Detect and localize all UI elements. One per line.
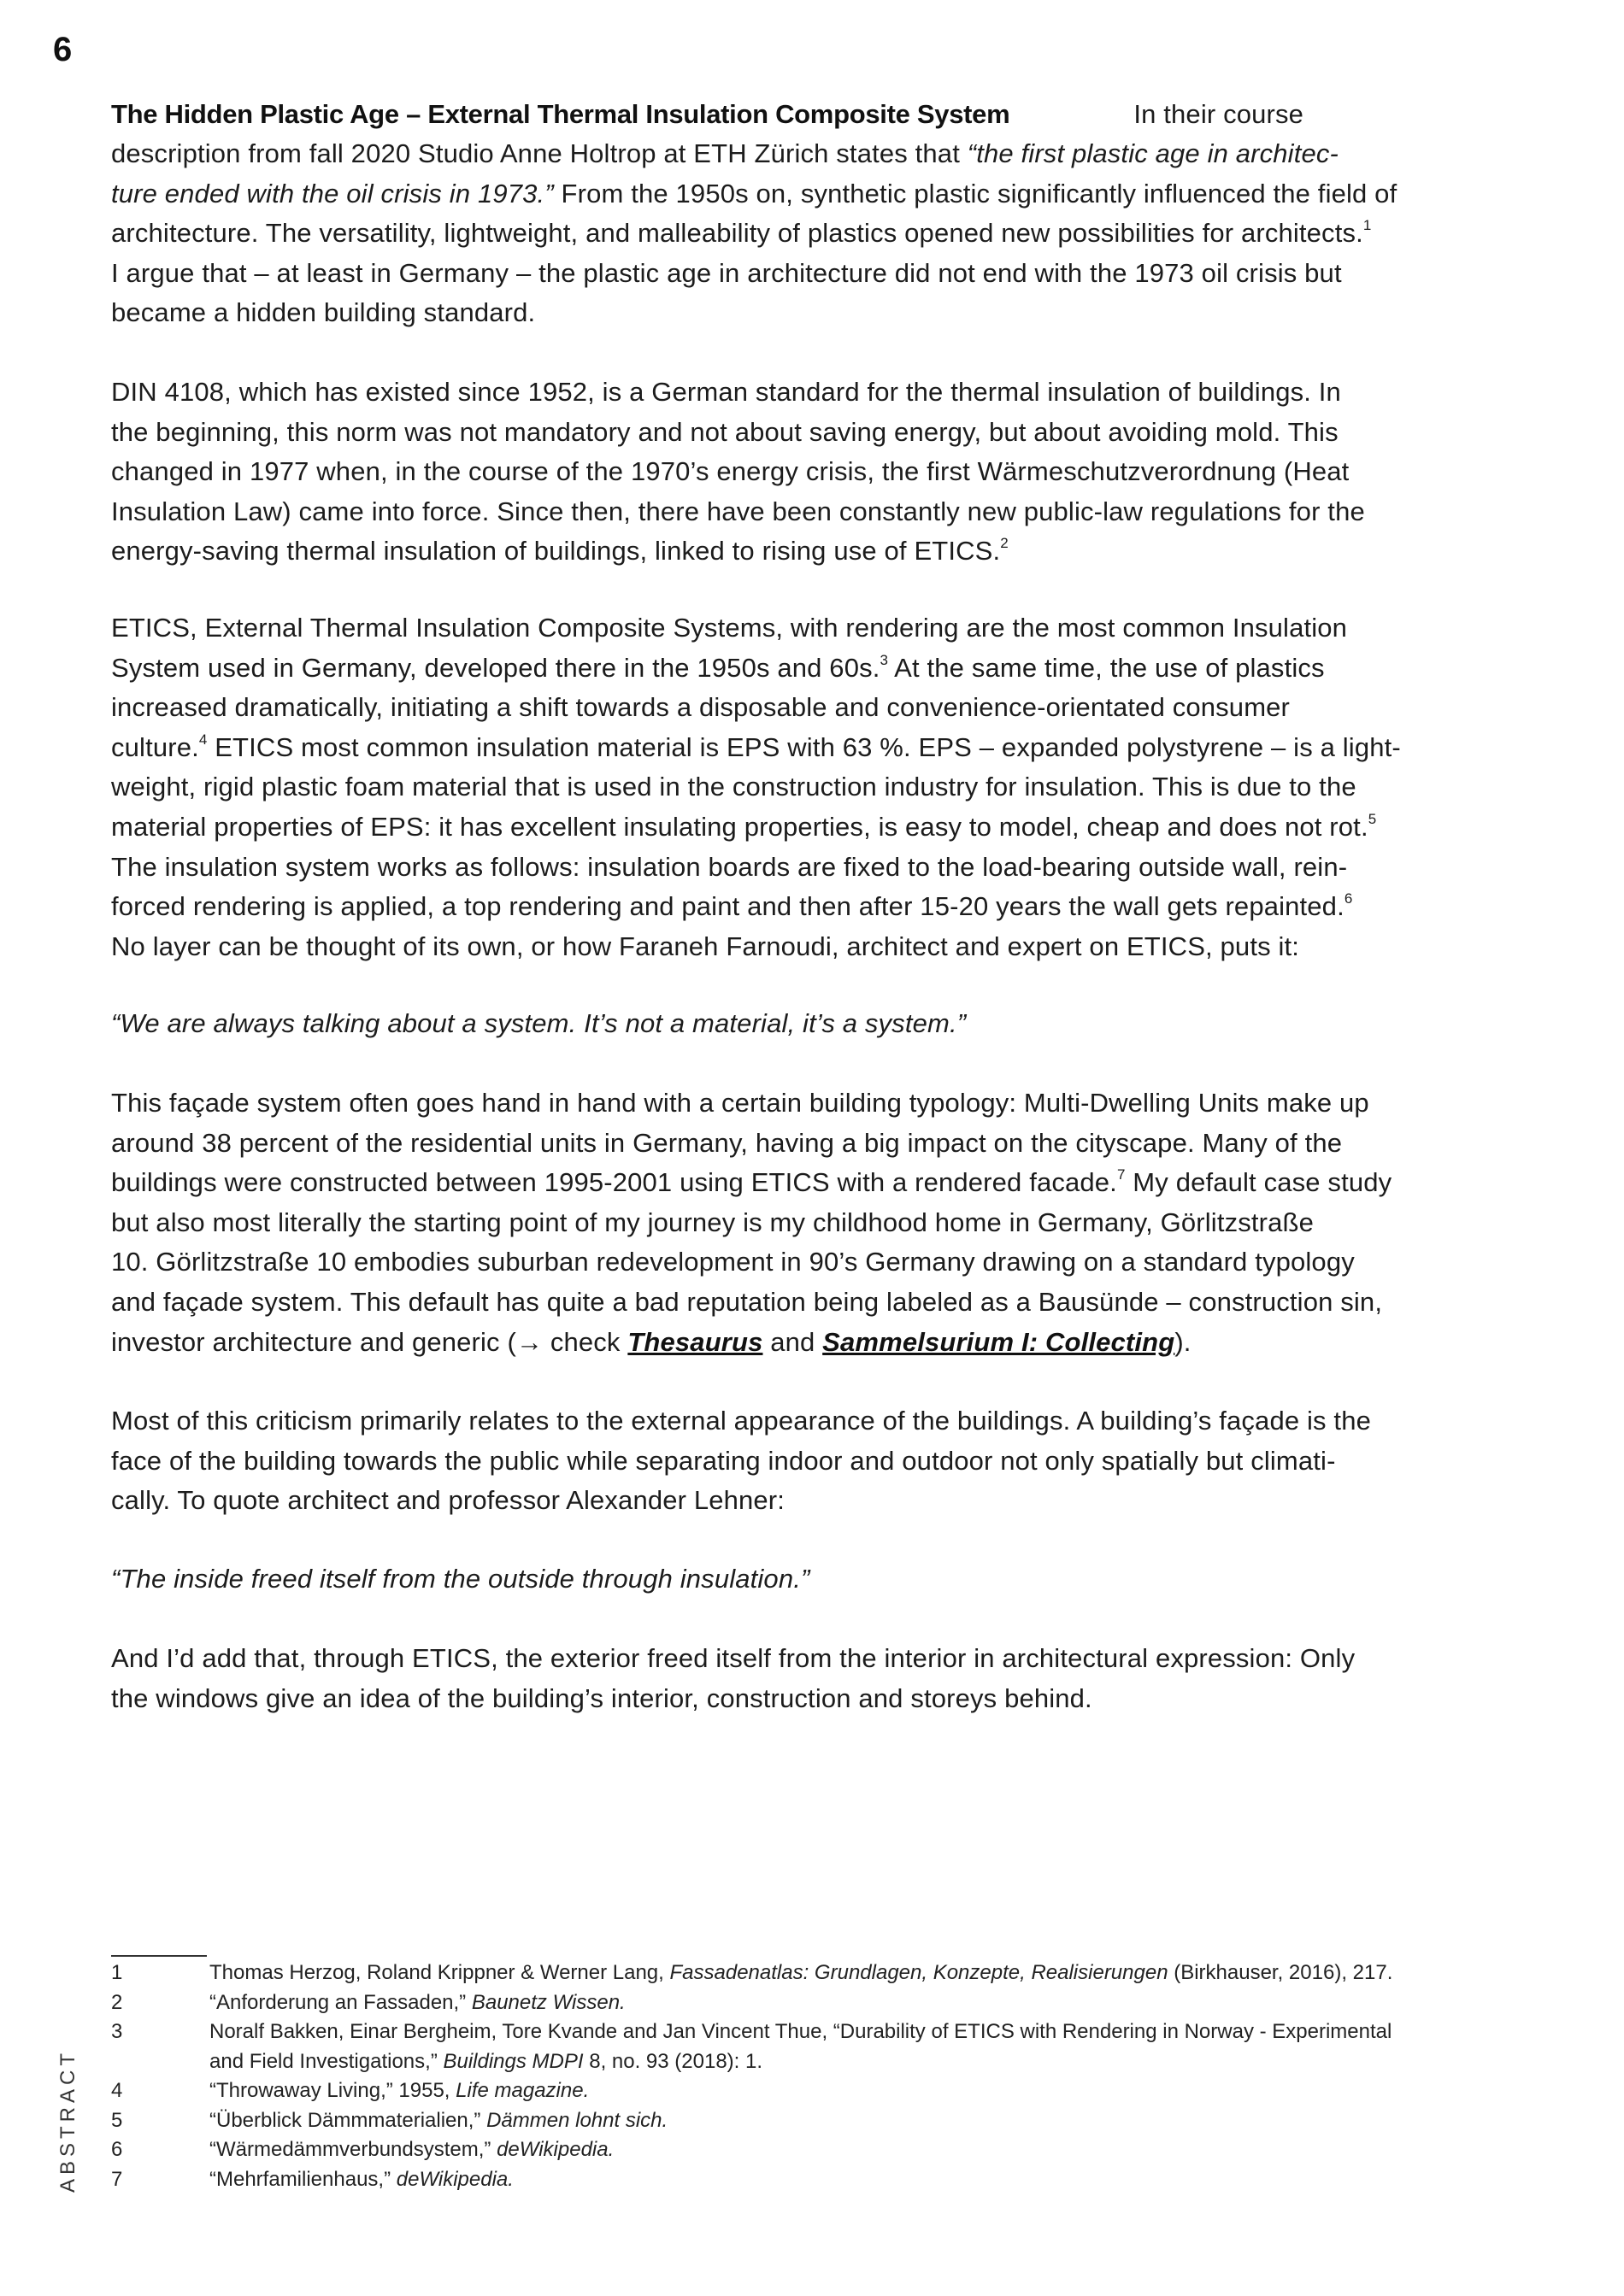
text-run: “Überblick Dämmmaterialien,” xyxy=(209,2108,487,2132)
quote xyxy=(111,1004,966,1044)
italic-text: ture ended with the oil crisis in 1973.” xyxy=(111,178,554,208)
text-run: and Field Investigations,” xyxy=(209,2049,444,2073)
text-line xyxy=(111,1639,1355,1679)
footnote xyxy=(111,2165,1392,2195)
text-run: increased dramatically, initiating a shift towards a disposable and convenience-orientated consumer xyxy=(111,692,1291,723)
text-run: ETICS most common insulation material is EPS with 63 %. EPS – expanded polystyrene – is a light- xyxy=(207,731,1401,762)
text-run: the beginning, this norm was not mandatory and not about saving energy, but about avoiding mold. This xyxy=(111,416,1339,447)
text-line xyxy=(111,1401,1371,1442)
footnote-number: 2 xyxy=(111,1990,123,2014)
text-line xyxy=(111,1442,1371,1482)
footnote-ref: 2 xyxy=(1000,535,1009,552)
text-line xyxy=(111,492,1365,532)
page-number: 6 xyxy=(53,31,73,68)
footnote-ref: 6 xyxy=(1344,890,1353,907)
text-line xyxy=(111,1163,1392,1203)
text-run: face of the building towards the public while separating indoor and outdoor not only spatially but climati- xyxy=(111,1445,1336,1476)
quote xyxy=(111,1559,809,1600)
text-line xyxy=(111,1283,1392,1323)
text-run: Insulation Law) came into force. Since then, there have been constantly new public-law regulations for the xyxy=(111,496,1365,526)
text-line xyxy=(111,887,1401,927)
text-line xyxy=(111,1203,1392,1243)
paragraph xyxy=(111,134,1397,333)
footnote-ref: 5 xyxy=(1368,810,1377,827)
text-run: “Mehrfamilienhaus,” xyxy=(209,2167,397,2191)
footnote xyxy=(111,2135,1392,2165)
footnote-number: 4 xyxy=(111,2079,123,2102)
text-line xyxy=(111,452,1365,492)
text-line xyxy=(111,688,1401,728)
text-line xyxy=(111,413,1365,453)
italic-text: Buildings MDPI xyxy=(443,2049,584,2073)
text-line xyxy=(111,531,1365,572)
text-run: System used in Germany, developed there in the 1950s and 60s. xyxy=(111,652,880,683)
italic-text: deWikipedia. xyxy=(396,2167,514,2191)
heading-line xyxy=(111,95,1303,135)
footnote-text xyxy=(209,2047,762,2077)
footnote-text xyxy=(209,1988,626,2018)
text-run: culture. xyxy=(111,731,199,762)
footnote-text xyxy=(209,2106,668,2136)
heading-lead: In their course xyxy=(1133,99,1304,129)
cross-reference-link[interactable]: Thesaurus xyxy=(627,1326,763,1357)
italic-text: “The inside freed itself from the outside through insulation.” xyxy=(111,1564,810,1594)
footnote-text xyxy=(209,2076,589,2106)
footnotes xyxy=(111,1958,1392,2194)
text-line xyxy=(111,1679,1355,1719)
text-run: the windows give an idea of the building’s interior, construction and storeys behind. xyxy=(111,1682,1092,1713)
italic-text: deWikipedia. xyxy=(497,2138,615,2161)
text-line xyxy=(111,1242,1392,1283)
italic-text: Life magazine. xyxy=(456,2079,590,2102)
footnote-number: 6 xyxy=(111,2138,123,2161)
footnote-ref: 4 xyxy=(198,731,208,748)
text-run: Noralf Bakken, Einar Bergheim, Tore Kvande and Jan Vincent Thue, “Durability of ETICS with Rendering in Norway - Experimental xyxy=(209,2020,1392,2043)
text-line xyxy=(111,293,1397,333)
footnote xyxy=(111,2047,1392,2077)
text-line xyxy=(111,649,1401,689)
cross-reference-link[interactable]: Sammelsurium I: Collecting xyxy=(822,1326,1175,1357)
section-heading: The Hidden Plastic Age – External Thermal Insulation Composite System xyxy=(111,99,1010,129)
text-line xyxy=(111,1004,966,1044)
text-run: Most of this criticism primarily relates to the external appearance of the buildings. A building’s façade is the xyxy=(111,1406,1371,1436)
text-line xyxy=(111,174,1397,214)
text-line xyxy=(111,767,1401,807)
footnote xyxy=(111,1988,1392,2018)
text-run: and façade system. This default has quite a bad reputation being labeled as a Bausünde – construction sin, xyxy=(111,1286,1383,1317)
footnote-text xyxy=(209,1958,1392,1988)
text-run: forced rendering is applied, a top rendering and paint and then after 15-20 years the wall gets repainted. xyxy=(111,891,1345,922)
italic-text: “We are always talking about a system. It’s not a material, it’s a system.” xyxy=(111,1008,967,1038)
paragraph xyxy=(111,1639,1355,1718)
text-run: changed in 1977 when, in the course of the 1970’s energy crisis, the first Wärmeschutzverordnung (Heat xyxy=(111,456,1350,487)
text-run: energy-saving thermal insulation of buildings, linked to rising use of ETICS. xyxy=(111,536,1001,567)
text-run: “Throwaway Living,” 1955, xyxy=(209,2079,456,2102)
text-run: ETICS, External Thermal Insulation Composite Systems, with rendering are the most common Insulation xyxy=(111,613,1348,643)
paragraph xyxy=(111,1083,1392,1362)
footnote-number xyxy=(111,2047,209,2077)
text-run: 10. Görlitzstraße 10 embodies suburban redevelopment in 90’s Germany drawing on a standard typology xyxy=(111,1247,1355,1277)
text-run: Thomas Herzog, Roland Krippner & Werner Lang, xyxy=(209,1961,670,1984)
text-run: From the 1950s on, synthetic plastic significantly influenced the field of xyxy=(553,178,1397,208)
footnote-text xyxy=(209,2135,614,2165)
text-run: material properties of EPS: it has excellent insulating properties, is easy to model, cheap and does not rot. xyxy=(111,811,1368,842)
text-line xyxy=(111,134,1397,174)
text-line xyxy=(111,254,1397,294)
text-line xyxy=(111,1559,809,1600)
text-line xyxy=(111,728,1401,768)
text-run: became a hidden building standard. xyxy=(111,297,536,328)
text-run: buildings were constructed between 1995-2001 using ETICS with a rendered facade. xyxy=(111,1167,1117,1198)
footnote-number: 3 xyxy=(111,2020,123,2043)
text-run: but also most literally the starting point of my journey is my childhood home in Germany, Görlitzstraße xyxy=(111,1207,1314,1237)
text-run: I argue that – at least in Germany – the plastic age in architecture did not end with the 1973 oil crisis but xyxy=(111,257,1342,288)
text-run: architecture. The versatility, lightweight, and malleability of plastics opened new possibilities for architects. xyxy=(111,218,1363,249)
text-run: weight, rigid plastic foam material that is used in the construction industry for insulation. This is due to the xyxy=(111,772,1356,802)
italic-text: Dämmen lohnt sich. xyxy=(486,2108,668,2132)
text-line xyxy=(111,1323,1392,1363)
text-run: 8, no. 93 (2018): 1. xyxy=(583,2049,763,2073)
text-run: This façade system often goes hand in hand with a certain building typology: Multi-Dwelling Units make up xyxy=(111,1088,1369,1118)
text-line xyxy=(111,95,1303,135)
text-line xyxy=(111,848,1401,888)
text-line xyxy=(111,373,1365,413)
text-line xyxy=(111,608,1401,649)
text-line xyxy=(111,807,1401,848)
text-run: investor architecture and generic (→ check xyxy=(111,1326,628,1357)
italic-text: Fassadenatlas: Grundlagen, Konzepte, Realisierungen xyxy=(669,1961,1168,1984)
paragraph xyxy=(111,608,1401,966)
italic-text: “the first plastic age in architec- xyxy=(967,138,1339,168)
text-line xyxy=(111,1481,1371,1521)
footnote-ref: 3 xyxy=(880,651,889,668)
footnote-text xyxy=(209,2017,1392,2047)
text-run: No layer can be thought of its own, or how Faraneh Farnoudi, architect and expert on ETICS, puts it: xyxy=(111,931,1300,961)
footnote xyxy=(111,2106,1392,2136)
text-run: ). xyxy=(1174,1326,1192,1357)
text-line xyxy=(111,1083,1392,1124)
text-line xyxy=(111,927,1401,967)
footnote-divider xyxy=(111,1955,207,1957)
paragraph xyxy=(111,1401,1371,1521)
footnote xyxy=(111,2076,1392,2106)
text-run: (Birkhauser, 2016), 217. xyxy=(1168,1961,1393,1984)
text-line xyxy=(111,1124,1392,1164)
text-run: cally. To quote architect and professor Alexander Lehner: xyxy=(111,1485,786,1516)
text-run: description from fall 2020 Studio Anne Holtrop at ETH Zürich states that xyxy=(111,138,968,168)
italic-text: Baunetz Wissen. xyxy=(471,1990,626,2014)
footnote-number: 5 xyxy=(111,2108,123,2132)
footnote-number: 7 xyxy=(111,2167,123,2191)
text-run: “Wärmedämmverbundsystem,” xyxy=(209,2138,497,2161)
paragraph xyxy=(111,373,1365,572)
footnote xyxy=(111,2017,1392,2047)
text-run: DIN 4108, which has existed since 1952, is a German standard for the thermal insulation of buildings. In xyxy=(111,377,1341,407)
text-run: and xyxy=(762,1326,823,1357)
footnote-ref: 7 xyxy=(1116,1166,1126,1183)
footnote-text xyxy=(209,2165,514,2195)
text-run: The insulation system works as follows: insulation boards are fixed to the load-bearing outside wall, rein- xyxy=(111,851,1348,882)
text-run: And I’d add that, through ETICS, the exterior freed itself from the interior in architectural expression: Only xyxy=(111,1643,1356,1673)
text-line xyxy=(111,214,1397,254)
section-side-label: ABSTRACT xyxy=(56,2048,79,2193)
text-run: “Anforderung an Fassaden,” xyxy=(209,1990,472,2014)
footnote-ref: 1 xyxy=(1362,217,1372,234)
text-run: My default case study xyxy=(1125,1167,1392,1198)
footnote-number: 1 xyxy=(111,1961,123,1984)
text-run: around 38 percent of the residential units in Germany, having a big impact on the cityscape. Many of the xyxy=(111,1127,1343,1158)
footnote xyxy=(111,1958,1392,1988)
text-run: At the same time, the use of plastics xyxy=(888,652,1325,683)
